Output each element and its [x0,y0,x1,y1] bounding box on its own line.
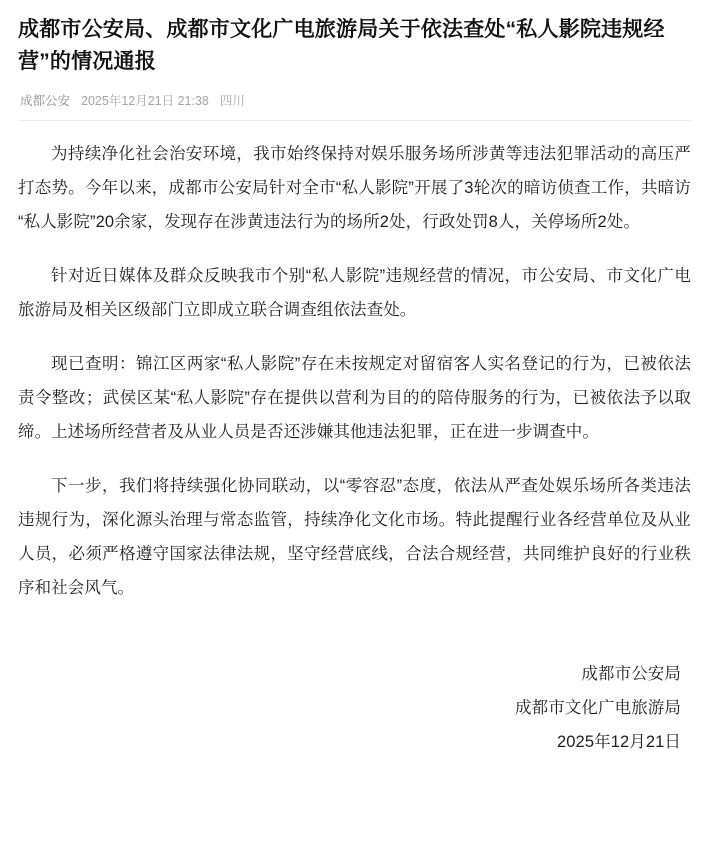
signature-line: 成都市文化广电旅游局 [515,699,681,717]
header-divider [18,120,691,121]
body-paragraph: 为持续净化社会治安环境，我市始终保持对娱乐服务场所涉黄等违法犯罪活动的高压严打态势。今年以来，成都市公安局针对全市“私人影院”开展了3轮次的暗访侦查工作，共暗访“私人影院”20余家，发现存在涉黄违法行为的场所2处，行政处罚8人，关停场所2处。 [18,145,691,231]
page-title: 成都市公安局、成都市文化广电旅游局关于依法查处“私人影院违规经营”的情况通报 [18,18,665,73]
article-body [18,137,691,605]
meta-source[interactable]: 成都公安 [20,94,71,108]
meta-location: 四川 [219,94,245,108]
signature-date: 2025年12月21日 [556,733,681,751]
signature-block [18,657,691,759]
article-meta [20,92,691,110]
body-paragraph: 下一步，我们将持续强化协同联动，以“零容忍”态度，依法从严查处娱乐场所各类违法违规行为，深化源头治理与常态监管，持续净化文化市场。特此提醒行业各经营单位及从业人员，必须严格遵守国家法律法规，坚守经营底线，合法合规经营，共同维护良好的行业秩序和社会风气。 [18,477,691,597]
signature-line: 成都市公安局 [581,665,681,683]
meta-timestamp: 2025年12月21日 21:38 [81,94,209,108]
body-paragraph: 针对近日媒体及群众反映我市个别“私人影院”违规经营的情况，市公安局、市文化广电旅游局及相关区级部门立即成立联合调查组依法查处。 [18,267,691,319]
body-paragraph: 现已查明：锦江区两家“私人影院”存在未按规定对留宿客人实名登记的行为，已被依法责令整改；武侯区某“私人影院”存在提供以营利为目的的陪侍服务的行为，已被依法予以取缔。上述场所经营者及从业人员是否还涉嫌其他违法犯罪，正在进一步调查中。 [18,355,691,441]
